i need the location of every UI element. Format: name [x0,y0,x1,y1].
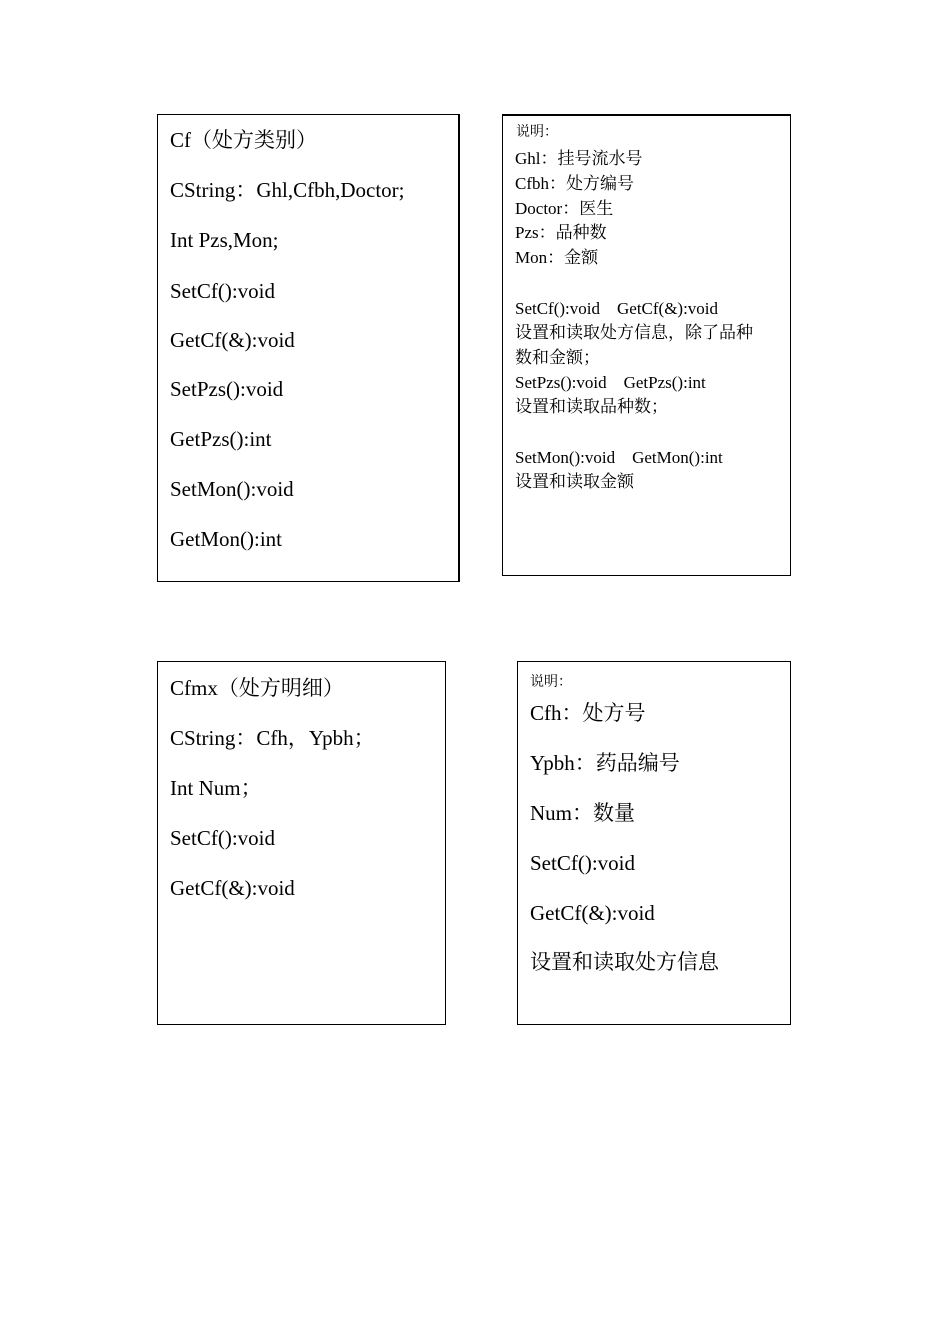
cfmx-note-line: Cfh：处方号 [530,701,646,725]
cf-note-line: 设置和读取处方信息，除了品种 [515,323,753,342]
cf-note-line: 设置和读取金额 [515,472,634,491]
cfmx-note-line: Num：数量 [530,801,635,825]
cf-note-line: SetMon():void GetMon():int [515,448,723,467]
cf-note-line: 设置和读取品种数； [515,397,668,416]
cf-class-member: SetMon():void [170,477,294,501]
cf-note-line: Pzs：品种数 [515,223,607,242]
cfmx-class-member: Int Num； [170,776,262,800]
cfmx-note-line: SetCf():void [530,851,635,875]
cfmx-note-line: 设置和读取处方信息 [530,950,719,974]
cf-class-member: GetMon():int [170,527,282,551]
cf-note-line: 数和金额； [515,348,600,367]
cf-class-member: SetPzs():void [170,377,284,401]
cfmx-class-title: Cfmx（处方明细） [170,676,344,700]
cf-note-line: Cfbh：处方编号 [515,174,634,193]
cf-class-title: Cf（处方类别） [170,128,317,152]
cf-class-box [157,114,460,582]
cfmx-note-line: Ypbh：药品编号 [530,751,680,775]
cf-note-line: SetCf():void GetCf(&):void [515,299,719,318]
cfmx-note-box [517,661,791,1025]
cfmx-class-member: CString：Cfh，Ypbh； [170,726,375,750]
cfmx-note-line: GetCf(&):void [530,901,655,925]
cf-class-member: GetPzs():int [170,427,272,451]
cf-class-member: CString：Ghl,Cfbh,Doctor; [170,178,405,202]
cf-class-member: SetCf():void [170,279,275,303]
cf-note-line: Mon：金额 [515,248,599,267]
cfmx-class-box [157,661,446,1025]
cfmx-note-heading: 说明： [530,675,572,690]
cfmx-class-member: SetCf():void [170,826,275,850]
cf-class-member: GetCf(&):void [170,328,295,352]
cf-note-line: Doctor：医生 [515,199,614,218]
cfmx-class-member: GetCf(&):void [170,876,295,900]
cf-note-line: Ghl：挂号流水号 [515,149,643,168]
cf-class-member: Int Pzs,Mon; [170,228,279,252]
cf-note-line: SetPzs():void GetPzs():int [515,373,706,392]
cf-note-box [502,114,791,576]
cf-note-heading: 说明： [516,125,558,140]
